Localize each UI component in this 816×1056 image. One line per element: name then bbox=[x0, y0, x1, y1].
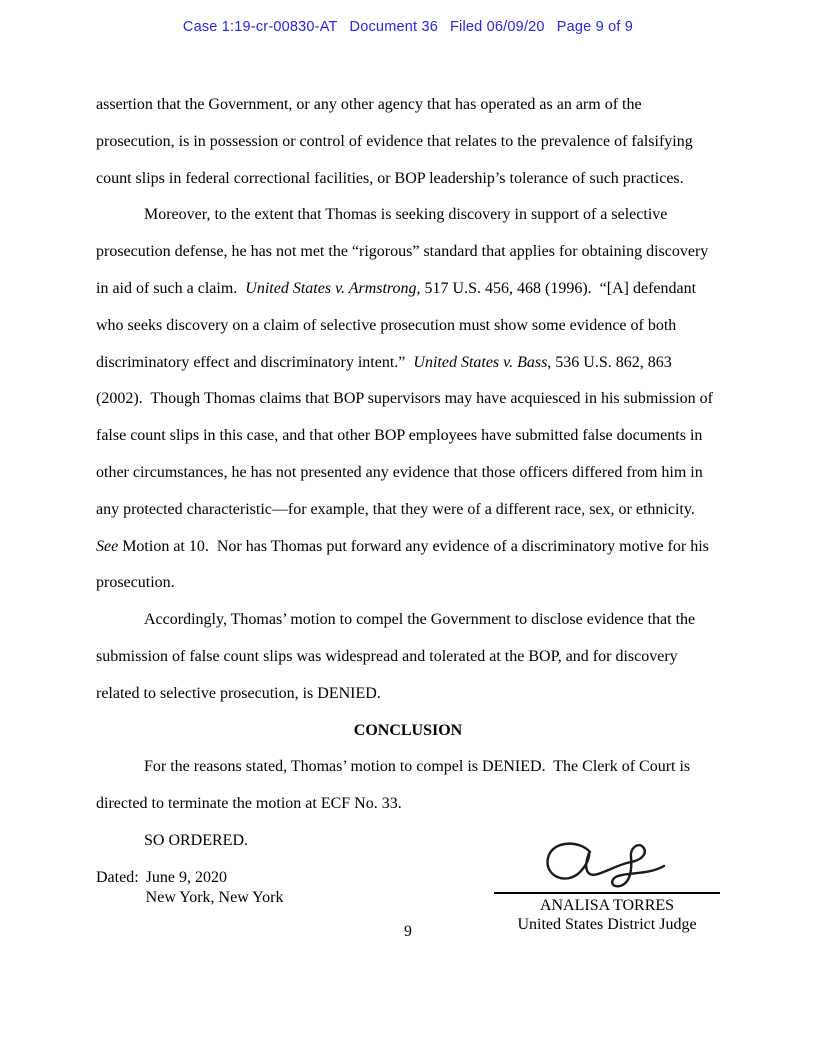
paragraph: Accordingly, Thomas’ motion to compel the Government to disclose evidence that the submission of false count slips was widespread and tolerated at the BOP, and for discovery related to selective prosecution, is DENIED. bbox=[96, 611, 696, 702]
page-number: 9 bbox=[404, 923, 412, 940]
paragraph: assertion that the Government, or any other agency that has operated as an arm of the prosecution, is in possession or control of evidence that relates to the prevalence of falsifying count slips in federal correctional facilities, or BOP leadership’s tolerance of such practices. bbox=[96, 96, 693, 187]
signature-line bbox=[494, 892, 720, 894]
signature-block bbox=[494, 838, 720, 934]
place-text: New York, New York bbox=[145, 888, 284, 906]
judge-title: United States District Judge bbox=[517, 915, 697, 933]
conclusion-heading: CONCLUSION bbox=[353, 721, 463, 739]
date-text: June 9, 2020 bbox=[145, 869, 227, 886]
paragraph: For the reasons stated, Thomas’ motion to compel is DENIED. The Clerk of Court is directed to terminate the motion at ECF No. 33. bbox=[96, 758, 691, 813]
dated-label: Dated: bbox=[96, 869, 139, 886]
ecf-stamp-page: Page 9 of 9 bbox=[556, 19, 634, 35]
ecf-stamp bbox=[0, 19, 816, 35]
ecf-stamp-case: Case 1:19-cr-00830-AT bbox=[182, 19, 338, 35]
dated-values bbox=[146, 868, 284, 907]
ecf-stamp-document: Document 36 bbox=[349, 19, 438, 35]
body-blocks bbox=[96, 87, 720, 860]
paragraph: SO ORDERED. bbox=[144, 831, 249, 849]
ecf-stamp-filed: Filed 06/09/20 bbox=[450, 19, 545, 35]
dated-block bbox=[96, 868, 283, 907]
judge-signature-icon bbox=[532, 838, 682, 894]
judge-name: ANALISA TORRES bbox=[539, 897, 675, 914]
paragraph: Moreover, to the extent that Thomas is seeking discovery in support of a selective prosecution defense, he has not met the “rigorous” standard that applies for obtaining discovery in aid of such a claim. United States v. Armstrong, 517 U.S. 456, 468 (1996). “[A] defendant who seeks discovery on a claim of selective prosecution must show some evidence of both discriminatory effect and discriminatory intent.” United States v. Bass, 536 U.S. 862, 863 (2002). Though Thomas claims that BOP supervisors may have acquiesced in his submission of false count slips in this case, and that other BOP employees have submitted false documents in other circumstances, he has not presented any evidence that those officers differed from him in any protected characteristic—for example, that they were of a different race, sex, or ethnicity. See Motion at 10. Nor has Thomas put forward any evidence of a discriminatory motive for his prosecution. bbox=[96, 206, 713, 592]
